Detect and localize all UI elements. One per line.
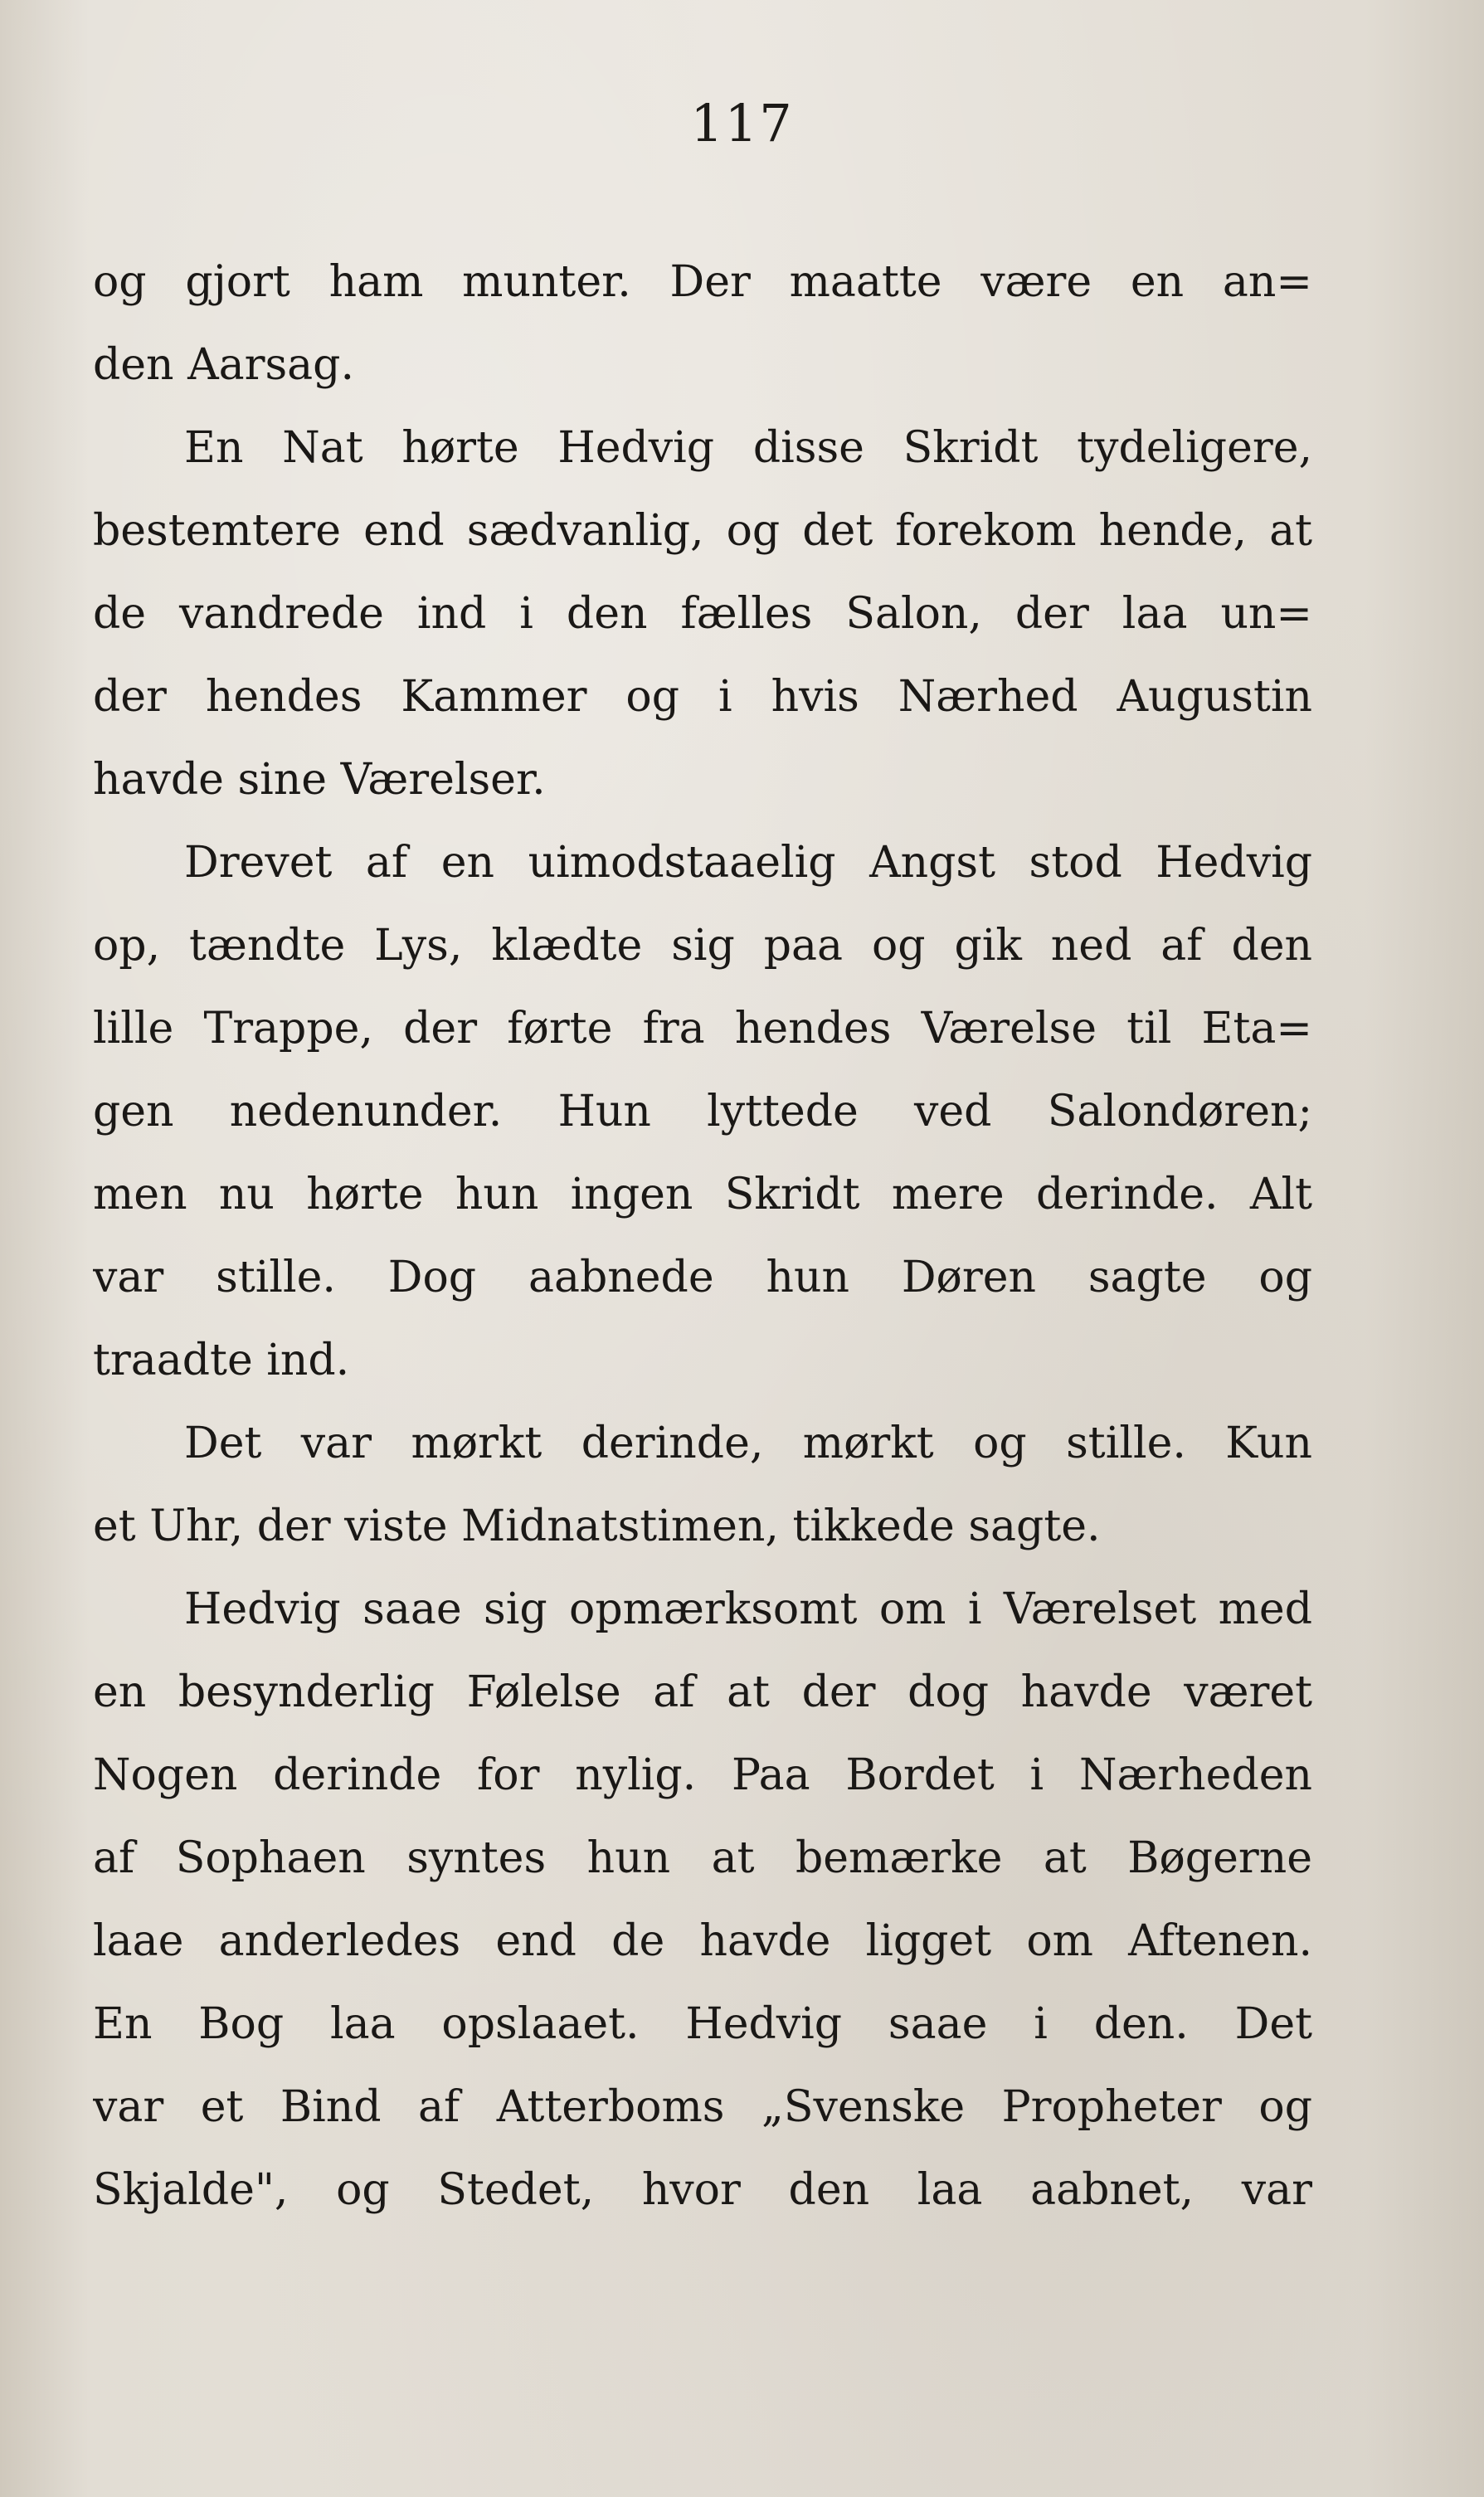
text-line: en besynderlig Følelse af at der dog havde været — [93, 1667, 1312, 1717]
body-text — [93, 241, 1312, 2232]
text-line: af Sophaen syntes hun at bemærke at Bøgerne — [93, 1833, 1312, 1883]
text-line: der hendes Kammer og i hvis Nærhed Augustin — [93, 672, 1312, 722]
text-line: Drevet af en uimodstaaelig Angst stod Hedvig — [184, 838, 1312, 888]
text-line: Det var mørkt derinde, mørkt og stille. Kun — [184, 1419, 1312, 1468]
text-line: havde sine Værelser. — [93, 755, 546, 805]
text-line: den Aarsag. — [93, 340, 354, 390]
text-line: Nogen derinde for nylig. Paa Bordet i Nærheden — [93, 1750, 1312, 1800]
text-line: bestemtere end sædvanlig, og det forekom hende, at — [93, 506, 1312, 556]
text-line: traadte ind. — [93, 1336, 350, 1385]
text-line: Skjalde", og Stedet, hvor den laa aabnet, var — [93, 2165, 1312, 2215]
text-line: lille Trappe, der førte fra hendes Værelse til Eta= — [93, 1004, 1312, 1054]
text-line: En Nat hørte Hedvig disse Skridt tydeligere, — [184, 423, 1312, 473]
text-line: laae anderledes end de havde ligget om Aftenen. — [93, 1916, 1312, 1966]
page-number: 117 — [690, 93, 794, 153]
text-line: En Bog laa opslaaet. Hedvig saae i den. Det — [93, 1999, 1312, 2049]
text-line: men nu hørte hun ingen Skridt mere derinde. Alt — [93, 1170, 1312, 1219]
text-line: og gjort ham munter. Der maatte være en an= — [93, 257, 1312, 307]
text-line: gen nedenunder. Hun lyttede ved Salondøren; — [93, 1087, 1312, 1137]
text-line: var stille. Dog aabnede hun Døren sagte og — [93, 1253, 1312, 1302]
text-line: op, tændte Lys, klædte sig paa og gik ned af den — [93, 921, 1312, 971]
text-line: var et Bind af Atterboms „Svenske Propheter og — [93, 2082, 1312, 2132]
text-line: et Uhr, der viste Midnatstimen, tikkede sagte. — [93, 1502, 1101, 1551]
text-line: Hedvig saae sig opmærksomt om i Værelset med — [184, 1584, 1312, 1634]
text-line: de vandrede ind i den fælles Salon, der laa un= — [93, 589, 1312, 639]
